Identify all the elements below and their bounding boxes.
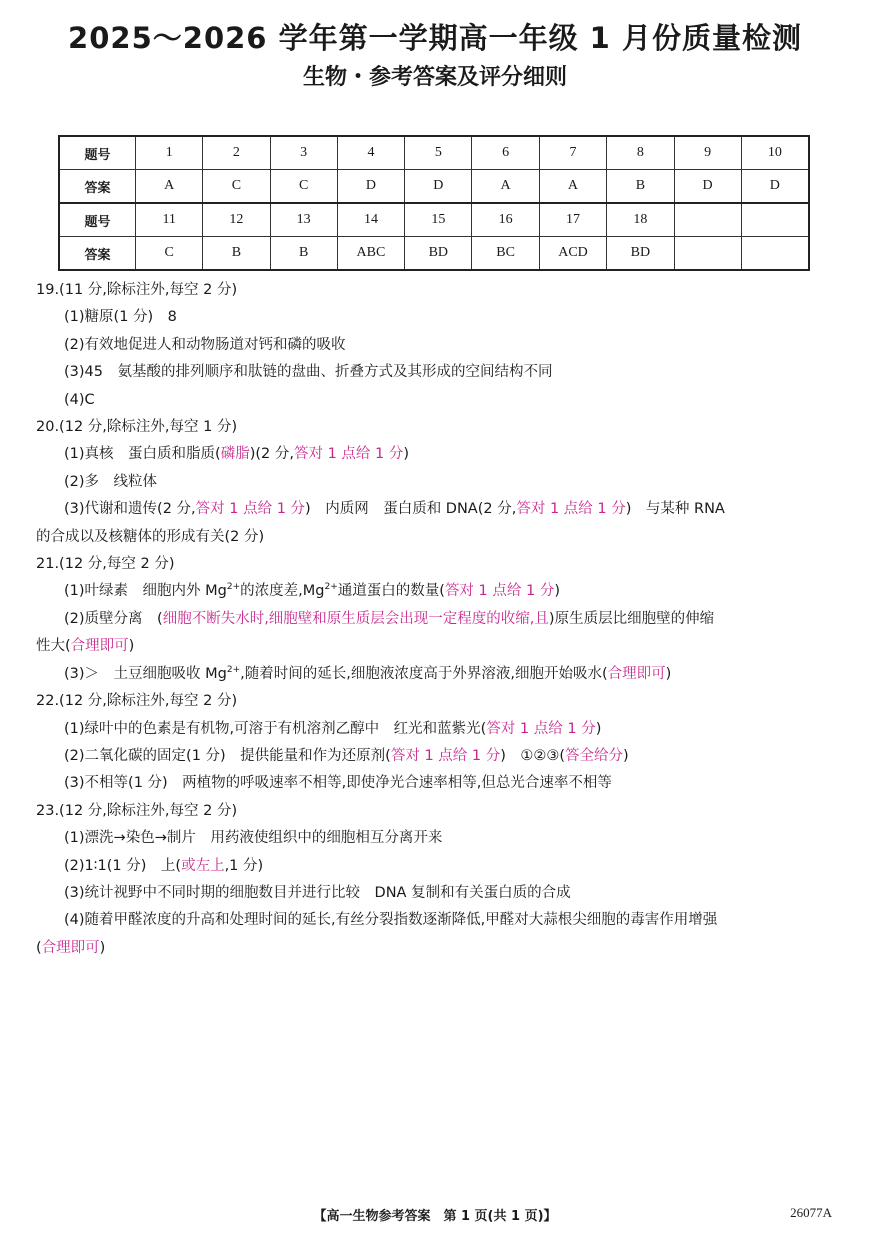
- answer-label: 答案: [59, 170, 136, 204]
- question-number-cell: 14: [337, 203, 404, 237]
- q22-part2: [36, 743, 836, 770]
- question-number-cell: [674, 203, 741, 237]
- text: ): [623, 747, 629, 764]
- text: ) 内质网 蛋白质和 DNA(2 分,: [305, 501, 517, 518]
- answer-cell: BD: [607, 237, 674, 271]
- note-highlight: 答对 1 点给 1 分: [444, 583, 555, 600]
- answer-cell: D: [741, 170, 809, 204]
- text: (1)真核 蛋白质和脂质(: [64, 446, 221, 463]
- text: ): [554, 583, 560, 600]
- superscript: 2+: [226, 582, 241, 593]
- text: ) ①②③(: [500, 747, 566, 764]
- question-number-cell: 17: [539, 203, 606, 237]
- q21-heading: 21.(12 分,每空 2 分): [36, 556, 175, 573]
- text: ): [99, 939, 106, 956]
- table-row: [59, 203, 809, 237]
- note-highlight: 合理即可: [70, 638, 129, 655]
- q21-part1: [36, 578, 836, 605]
- document-code: 26077A: [790, 1205, 832, 1220]
- q23-part2: [36, 853, 836, 880]
- q19-part3: (3)45 氨基酸的排列顺序和肽链的盘曲、折叠方式及其形成的空间结构不同: [64, 364, 553, 381]
- question-number-cell: 13: [270, 203, 337, 237]
- text: ): [595, 720, 602, 737]
- question-number-cell: 2: [203, 136, 270, 170]
- note-highlight: 细胞不断失水时,细胞壁和原生质层会出现一定程度的收缩,且: [162, 610, 549, 627]
- answer-table: [58, 135, 810, 271]
- page-title: 2025～2026 学年第一学期高一年级 1 月份质量检测: [68, 21, 802, 55]
- q19-heading: 19.(11 分,除标注外,每空 2 分): [36, 282, 238, 298]
- answer-cell: C: [203, 170, 270, 204]
- q23-part3: (3)统计视野中不同时期的细胞数目并进行比较 DNA 复制和有关蛋白质的合成: [64, 884, 571, 901]
- text: ): [665, 665, 672, 682]
- answer-details: [36, 277, 836, 962]
- answer-label: 答案: [59, 237, 136, 271]
- page-footer: 【高一生物参考答案 第 1 页(共 1 页)】: [313, 1209, 557, 1224]
- text: ,随着时间的延长,细胞液浓度高于外界溶液,细胞开始吸水(: [240, 665, 608, 682]
- q23-part1: (1)漂洗→染色→制片 用药液使组织中的细胞相互分离开来: [64, 830, 443, 847]
- answer-cell: A: [472, 170, 539, 204]
- text: (1)叶绿素 细胞内外 Mg: [64, 583, 227, 600]
- table-row: [59, 170, 809, 204]
- answer-cell: D: [337, 170, 404, 204]
- question-number-cell: 8: [607, 136, 674, 170]
- answer-cell: B: [203, 237, 270, 271]
- question-number-cell: [741, 203, 809, 237]
- answer-cell: [674, 237, 741, 271]
- q21-part3: [36, 661, 836, 688]
- answer-cell: C: [270, 170, 337, 204]
- text: 的浓度差,Mg: [240, 583, 325, 600]
- q21-part2: [36, 606, 836, 633]
- question-number-cell: 3: [270, 136, 337, 170]
- text: (2)1∶1(1 分) 上(: [64, 857, 182, 874]
- note-highlight: 答全给分: [565, 747, 624, 764]
- answer-cell: ACD: [539, 237, 606, 271]
- note-highlight: 答对 1 点给 1 分: [390, 747, 501, 764]
- text: (2)二氧化碳的固定(1 分) 提供能量和作为还原剂(: [64, 747, 391, 764]
- superscript: 2+: [226, 664, 241, 675]
- q20-part3: [36, 496, 836, 523]
- question-number-cell: 12: [203, 203, 270, 237]
- table-row: [59, 237, 809, 271]
- text: 性大(: [36, 638, 71, 655]
- q21-part2-cont: [36, 633, 836, 660]
- note-highlight: 答对 1 点给 1 分: [486, 720, 596, 737]
- question-number-cell: 1: [136, 136, 203, 170]
- answer-cell: A: [539, 170, 606, 204]
- answer-cell: [741, 237, 809, 271]
- answer-cell: D: [674, 170, 741, 204]
- note-highlight: 答对 1 点给 1 分: [516, 501, 626, 518]
- question-number-cell: 5: [405, 136, 472, 170]
- question-label: 题号: [59, 203, 136, 237]
- question-number-cell: 15: [405, 203, 472, 237]
- note-highlight: 合理即可: [41, 939, 100, 956]
- page-subtitle: 生物・参考答案及评分细则: [302, 65, 567, 90]
- text: (3)代谢和遗传(2 分,: [64, 501, 196, 518]
- question-number-cell: 11: [136, 203, 203, 237]
- answer-cell: BD: [405, 237, 472, 271]
- note-highlight: 磷脂: [220, 446, 250, 463]
- q22-heading: 22.(12 分,除标注外,每空 2 分): [36, 693, 238, 710]
- question-number-cell: 16: [472, 203, 539, 237]
- q23-part4: (4)随着甲醛浓度的升高和处理时间的延长,有丝分裂指数逐渐降低,甲醛对大蒜根尖细胞的毒害作用增强: [64, 912, 718, 929]
- answer-cell: A: [136, 170, 203, 204]
- q19-part1: (1)糖原(1 分) 8: [64, 309, 177, 326]
- q23-part4-cont: [36, 935, 836, 962]
- answer-cell: C: [136, 237, 203, 271]
- q22-part3: (3)不相等(1 分) 两植物的呼吸速率不相等,即使净光合速率相等,但总光合速率不相等: [64, 775, 612, 792]
- note-highlight: 答对 1 点给 1 分: [293, 446, 404, 463]
- superscript: 2+: [324, 582, 338, 593]
- q20-part2: (2)多 线粒体: [64, 473, 158, 490]
- text: )原生质层比细胞壁的伸缩: [548, 610, 715, 627]
- text: ) 与某种 RNA: [625, 501, 725, 518]
- question-number-cell: 6: [472, 136, 539, 170]
- q22-part1: [36, 716, 836, 743]
- question-number-cell: 7: [539, 136, 606, 170]
- text: (2)质壁分离 (: [64, 610, 163, 627]
- q23-heading: 23.(12 分,除标注外,每空 2 分): [36, 802, 238, 819]
- question-number-cell: 18: [607, 203, 674, 237]
- q19-part4: (4)C: [64, 391, 95, 408]
- answer-cell: D: [405, 170, 472, 204]
- text: 通道蛋白的数量(: [337, 583, 445, 600]
- text: ,1 分): [224, 857, 264, 874]
- question-label: 题号: [59, 136, 136, 170]
- answer-cell: B: [607, 170, 674, 204]
- answer-cell: ABC: [337, 237, 404, 271]
- note-highlight: 合理即可: [607, 665, 666, 682]
- question-number-cell: 10: [741, 136, 809, 170]
- note-highlight: 或左上: [181, 857, 225, 874]
- text: )(2 分,: [249, 446, 294, 463]
- text: ): [128, 638, 135, 655]
- text: ): [403, 446, 410, 463]
- text: (1)绿叶中的色素是有机物,可溶于有机溶剂乙醇中 红光和蓝紫光(: [64, 720, 487, 737]
- answer-cell: BC: [472, 237, 539, 271]
- q20-heading: 20.(12 分,除标注外,每空 1 分): [36, 419, 238, 436]
- q20-part3-cont: 的合成以及核糖体的形成有关(2 分): [36, 528, 265, 545]
- q20-part1: [36, 441, 836, 468]
- note-highlight: 答对 1 点给 1 分: [195, 501, 306, 518]
- text: (3)＞ 土豆细胞吸收 Mg: [64, 665, 227, 682]
- question-number-cell: 4: [337, 136, 404, 170]
- text: (: [36, 939, 42, 956]
- table-row: [59, 136, 809, 170]
- answer-cell: B: [270, 237, 337, 271]
- question-number-cell: 9: [674, 136, 741, 170]
- q19-part2: (2)有效地促进人和动物肠道对钙和磷的吸收: [64, 336, 346, 353]
